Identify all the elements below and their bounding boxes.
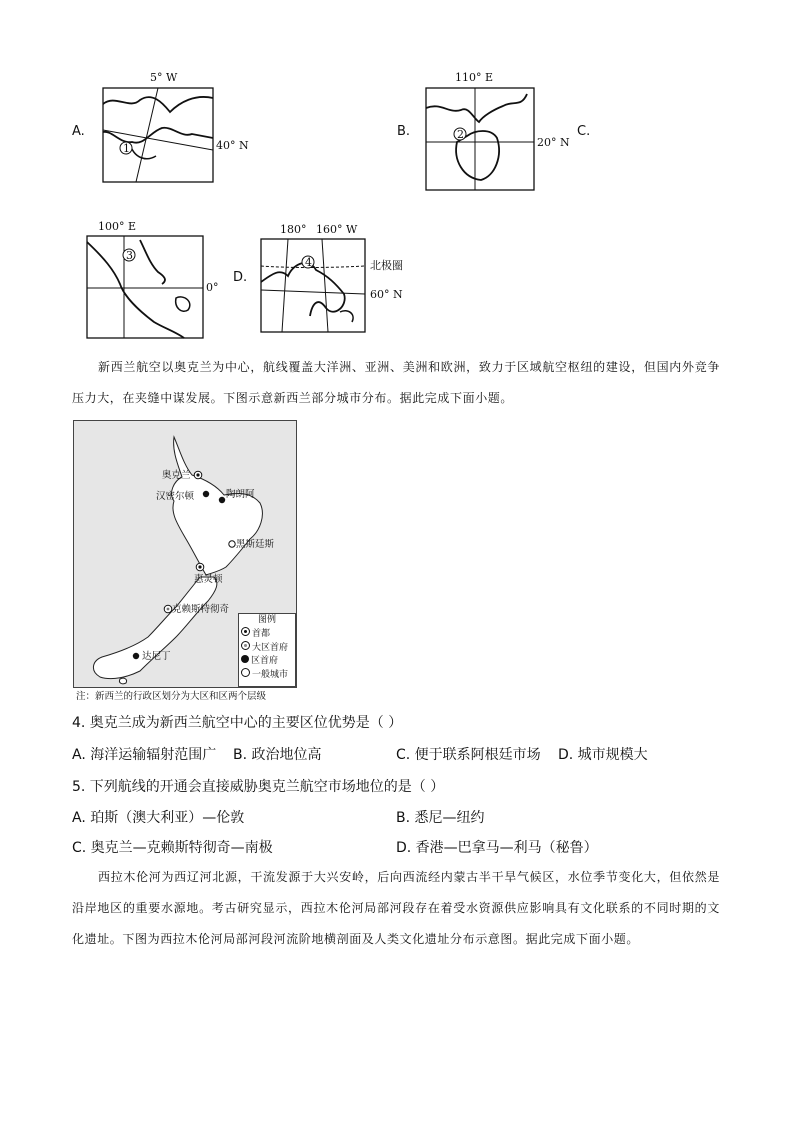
- question-5-option-c[interactable]: C. 奥克兰—克赖斯特彻奇—南极: [72, 840, 273, 856]
- map-note: 注：新西兰的行政区划分为大区和区两个层级: [76, 691, 267, 702]
- legend-item-general-city: 一般城市: [239, 668, 295, 682]
- map-c-marker: 3: [126, 249, 133, 262]
- map-c-longitude: 100° E: [98, 220, 137, 233]
- legend-item-capital: 首都: [239, 627, 295, 641]
- map-a: [100, 72, 250, 187]
- question-4-stem: 4. 奥克兰成为新西兰航空中心的主要区位优势是（ ）: [72, 715, 403, 731]
- question-4-option-d[interactable]: D. 城市规模大: [558, 747, 648, 763]
- question-5-option-a[interactable]: A. 珀斯（澳大利亚）—伦敦: [72, 810, 245, 826]
- map-a-latitude: 40° N: [216, 139, 249, 152]
- map-legend: [238, 613, 296, 687]
- question-4-option-c[interactable]: C. 便于联系阿根廷市场: [396, 747, 541, 763]
- option-c-label-top: C.: [577, 124, 591, 139]
- map-a-marker: 1: [123, 142, 130, 155]
- arctic-circle-label: 北极圈: [370, 259, 403, 272]
- map-b-longitude: 110° E: [455, 71, 494, 84]
- map-d: [258, 222, 418, 336]
- map-b-marker: 2: [457, 128, 464, 141]
- svg-text:克赖斯特彻奇: 克赖斯特彻奇: [172, 604, 230, 615]
- svg-text:惠灵顿: 惠灵顿: [194, 574, 223, 585]
- city-hastings: [229, 538, 275, 550]
- option-b-label: B.: [397, 124, 411, 139]
- intro-paragraph-xilamulun: 西拉木伦河为西辽河北源，干流发源于大兴安岭，后向西流经内蒙古半干旱气候区，水位季节变化大，但依然是沿岸地区的重要水源地。考古研究显示，西拉木伦河局部河段存在着受水资源供应影响具有文化联系的不同时期的文化遗址。下图为西拉木伦河局部河段河流阶地横剖面及人类文化遗址分布示意图。据此完成下面小题。: [72, 870, 720, 946]
- new-zealand-map: [73, 420, 297, 688]
- map-c: [84, 218, 234, 342]
- option-d-label: D.: [233, 270, 248, 285]
- question-5-option-d[interactable]: D. 香港—巴拿马—利马（秘鲁）: [396, 840, 598, 856]
- map-d-marker: 4: [305, 256, 312, 269]
- question-4-option-a[interactable]: A. 海洋运输辐射范围广: [72, 747, 217, 763]
- question-5-stem: 5. 下列航线的开通会直接威胁奥克兰航空市场地位的是（ ）: [72, 779, 445, 795]
- map-d-longitude-1: 180°: [280, 223, 307, 236]
- city-christchurch: [164, 603, 229, 615]
- svg-text:汉密尔顿: 汉密尔顿: [156, 491, 195, 502]
- svg-text:黑斯廷斯: 黑斯廷斯: [236, 539, 275, 550]
- intro-paragraph-nz: 新西兰航空以奥克兰为中心，航线覆盖大洋洲、亚洲、美洲和欧洲，致力于区域航空枢纽的建设，但国内外竞争压力大，在夹缝中谋发展。下图示意新西兰部分城市分布。据此完成下面小题。: [72, 360, 720, 405]
- map-d-latitude: 60° N: [370, 288, 403, 301]
- legend-item-region-capital: 大区首府: [239, 641, 295, 655]
- map-a-longitude: 5° W: [150, 71, 178, 84]
- svg-text:奥克兰: 奥克兰: [162, 470, 191, 481]
- map-b-latitude: 20° N: [537, 136, 570, 149]
- svg-text:陶朗阿: 陶朗阿: [226, 489, 255, 500]
- legend-title: 图例: [257, 615, 276, 625]
- option-a-label: A.: [72, 124, 85, 139]
- legend-item-district-capital: 区首府: [239, 655, 295, 668]
- map-b: [423, 72, 593, 194]
- question-4-option-b[interactable]: B. 政治地位高: [233, 747, 322, 763]
- map-c-latitude: 0°: [206, 281, 219, 294]
- svg-text:达尼丁: 达尼丁: [142, 651, 171, 662]
- map-d-longitude-2: 160° W: [316, 223, 358, 236]
- question-5-option-b[interactable]: B. 悉尼—纽约: [396, 810, 485, 826]
